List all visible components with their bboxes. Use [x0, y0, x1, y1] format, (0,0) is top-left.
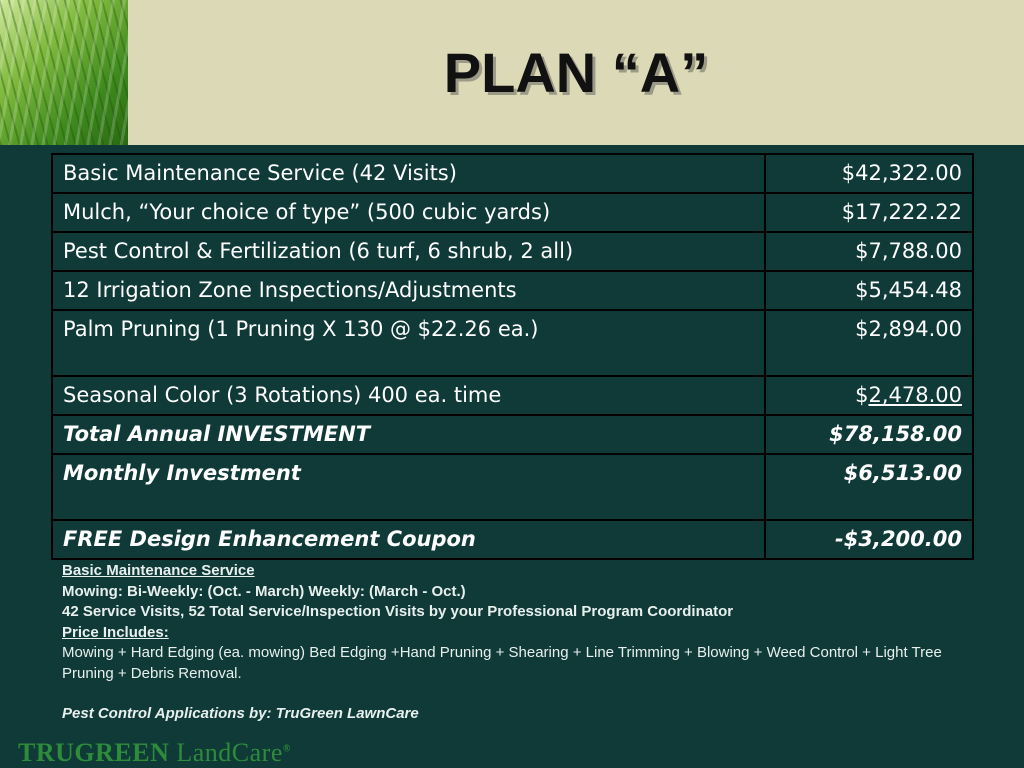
row-label: 12 Irrigation Zone Inspections/Adjustments — [52, 271, 765, 310]
header-banner — [0, 0, 1024, 145]
row-label: Seasonal Color (3 Rotations) 400 ea. time — [52, 376, 765, 415]
page-title: PLAN “A” — [443, 41, 709, 104]
row-label: Monthly Investment — [52, 454, 765, 520]
pest-control-note: Pest Control Applications by: TruGreen LawnCare — [62, 705, 419, 722]
notes-section — [62, 561, 972, 725]
row-amount: $6,513.00 — [765, 454, 973, 520]
row-amount: $7,788.00 — [765, 232, 973, 271]
row-label: Basic Maintenance Service (42 Visits) — [52, 154, 765, 193]
pricing-table — [51, 153, 974, 560]
service-heading: Basic Maintenance Service — [62, 562, 255, 579]
monthly-row — [52, 454, 973, 520]
price-includes-heading: Price Includes: — [62, 623, 169, 641]
row-label: Palm Pruning (1 Pruning X 130 @ $22.26 ea.) — [52, 310, 765, 376]
company-logo — [18, 738, 291, 768]
currency-symbol: $ — [855, 383, 869, 407]
grass-image — [0, 0, 128, 145]
registered-mark: ® — [282, 743, 291, 755]
logo-part2: LandCare — [176, 738, 283, 767]
logo-part1: TRUGREEN — [18, 738, 170, 767]
table-row — [52, 193, 973, 232]
mowing-schedule: Mowing: Bi-Weekly: (Oct. - March) Weekly: (March - Oct.) — [62, 582, 466, 600]
amount-underlined: 2,478.00 — [868, 383, 962, 407]
row-label: Pest Control & Fertilization (6 turf, 6 shrub, 2 all) — [52, 232, 765, 271]
row-amount: $2,894.00 — [765, 310, 973, 376]
row-amount: $17,222.22 — [765, 193, 973, 232]
table-row — [52, 232, 973, 271]
coupon-row — [52, 520, 973, 559]
table-row — [52, 310, 973, 376]
visits-note: 42 Service Visits, 52 Total Service/Inspection Visits by your Professional Program Coordinator — [62, 603, 734, 620]
table-row — [52, 154, 973, 193]
includes-text: Mowing + Hard Edging (ea. mowing) Bed Edging +Hand Pruning + Shearing + Line Trimming + Blowing + Weed Control + Light Tree Pruning + Debris Removal. — [62, 644, 942, 682]
total-row — [52, 415, 973, 454]
row-label: Total Annual INVESTMENT — [52, 415, 765, 454]
row-amount: $78,158.00 — [765, 415, 973, 454]
row-label: FREE Design Enhancement Coupon — [52, 520, 765, 559]
row-amount: -$3,200.00 — [765, 520, 973, 559]
row-label: Mulch, “Your choice of type” (500 cubic yards) — [52, 193, 765, 232]
row-amount — [765, 376, 973, 415]
row-amount: $5,454.48 — [765, 271, 973, 310]
table-row — [52, 271, 973, 310]
row-amount: $42,322.00 — [765, 154, 973, 193]
table-row — [52, 376, 973, 415]
